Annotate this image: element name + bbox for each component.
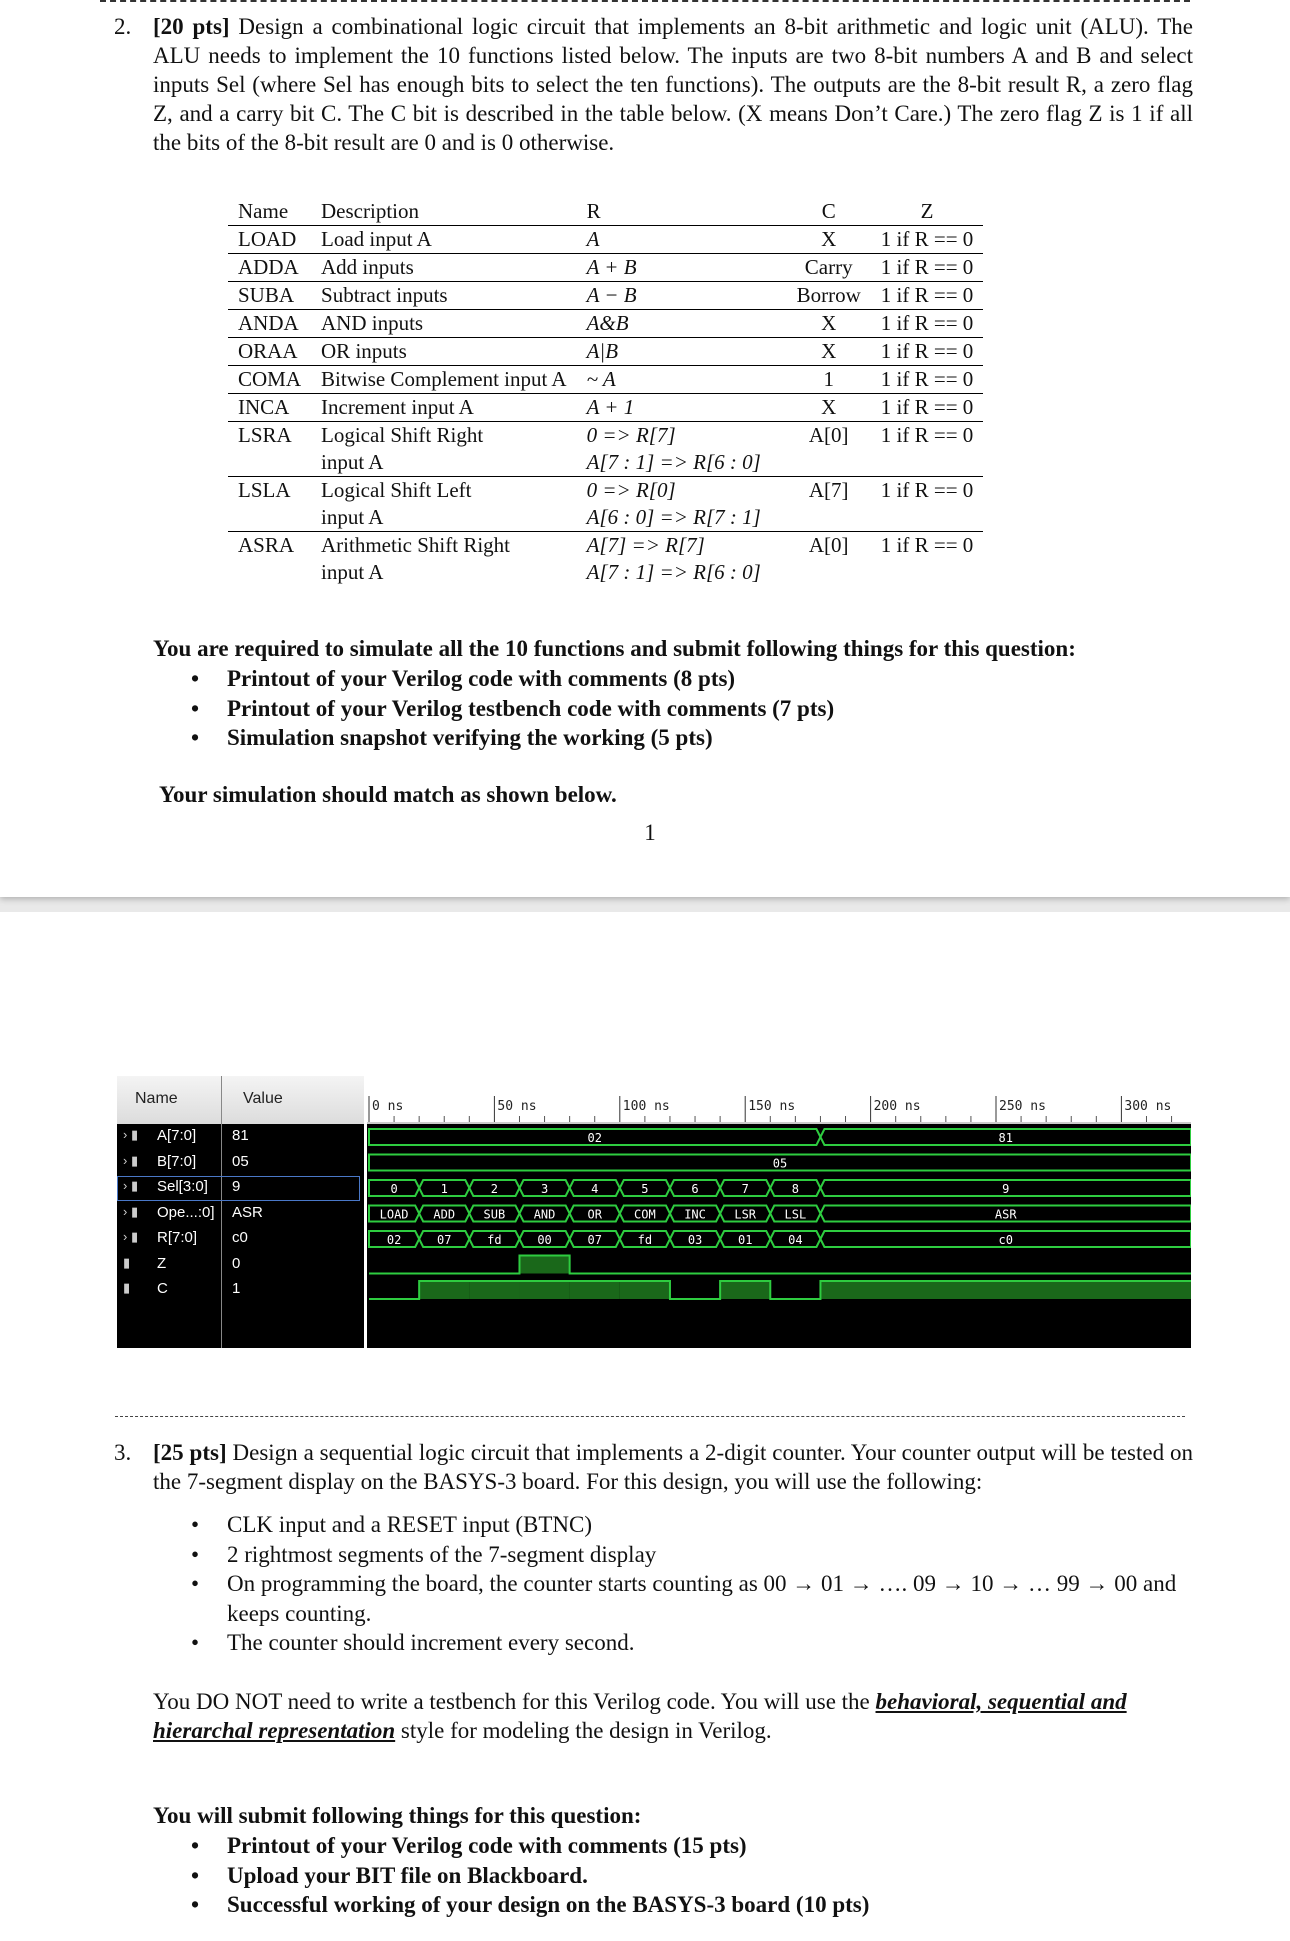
cell-name: SUBA: [238, 283, 295, 307]
cell-description-line: input A: [321, 505, 384, 529]
selected-row-highlight: [117, 1176, 360, 1201]
cell-r-line: 0 => R[0]: [586, 478, 676, 502]
cell-r-line: 0 => R[7]: [586, 423, 676, 447]
list-item: • The counter should increment every second.: [191, 1630, 635, 1655]
cell-name: LSLA: [238, 478, 291, 502]
time-label: 300 ns: [1124, 1099, 1172, 1114]
cell-description-line: Logical Shift Right: [321, 423, 484, 447]
cell-description: [311, 310, 577, 338]
cell-c: Borrow: [796, 283, 861, 307]
table-row: [228, 422, 983, 477]
time-label: 50 ns: [497, 1099, 537, 1114]
cell-description: [311, 422, 577, 477]
cell-r: [577, 532, 787, 587]
cell-description-line: OR inputs: [321, 339, 407, 363]
signal-name[interactable]: A[7:0]: [157, 1127, 197, 1144]
cell-z: 1 if R == 0: [880, 395, 974, 419]
signal-value: 9: [232, 1178, 241, 1195]
bus-op-label: AND: [533, 1207, 556, 1222]
cell-r: [577, 394, 787, 422]
bus-op-label: LOAD: [379, 1207, 409, 1222]
cell-name: INCA: [238, 395, 290, 419]
cell-r: [577, 366, 787, 394]
cell-description: [311, 226, 577, 254]
bit-c-high-fill: [570, 1281, 620, 1299]
cell-name: ADDA: [238, 255, 299, 279]
bus-r-label: 02: [386, 1233, 402, 1247]
bus-sel-label: 3: [540, 1182, 549, 1196]
table-row: [228, 394, 983, 422]
signal-value: 81: [232, 1127, 249, 1144]
cell-r: [577, 254, 787, 282]
bus-op-label: INC: [684, 1207, 706, 1222]
cell-r-line: ~ A: [586, 367, 616, 391]
bit-c-high-fill: [469, 1281, 519, 1299]
bus-op-label: LSR: [734, 1207, 757, 1222]
cell-r-line: A[7 : 1] => R[6 : 0]: [586, 560, 761, 584]
bus-sel-label: 6: [691, 1182, 699, 1196]
signal-name[interactable]: C: [157, 1280, 168, 1297]
cell-description-line: AND inputs: [321, 311, 424, 335]
note-emphasis: behavioral, sequential and hierarchal representation: [153, 1689, 1127, 1743]
top-divider: [100, 0, 1190, 2]
cell-name: COMA: [238, 367, 302, 391]
cell-c: X: [821, 395, 837, 419]
signal-icon: › ▮: [123, 1203, 139, 1219]
bus-r-label: 03: [687, 1233, 703, 1247]
cell-description: [311, 338, 577, 366]
cell-name: LSRA: [238, 423, 292, 447]
signal-name[interactable]: Z: [157, 1254, 167, 1272]
signal-icon: ▮: [123, 1280, 131, 1295]
signal-name[interactable]: Ope...:0]: [157, 1203, 215, 1221]
time-label: 100 ns: [622, 1099, 670, 1114]
list-item: • Upload your BIT file on Blackboard.: [191, 1862, 588, 1888]
list-item: • CLK input and a RESET input (BTNC): [191, 1512, 593, 1537]
bus-op-label: ADD: [433, 1207, 456, 1222]
signal-value: 0: [232, 1254, 241, 1272]
cell-r-line: A&B: [586, 311, 629, 335]
question-2-number: 2.: [114, 14, 132, 39]
section-divider: [115, 1416, 1185, 1417]
cell-c: A[7]: [808, 478, 849, 502]
cell-z: 1 if R == 0: [880, 339, 974, 363]
cell-r: [577, 282, 787, 310]
bit-c-high-fill: [419, 1281, 469, 1299]
cell-c: X: [821, 311, 837, 335]
time-label: 150 ns: [748, 1099, 796, 1114]
cell-description-line: Subtract inputs: [321, 283, 448, 307]
page-2: [0, 912, 1290, 1941]
bus-op-label: OR: [587, 1207, 602, 1222]
bus-a-label: 81: [998, 1131, 1013, 1145]
cell-r: [577, 310, 787, 338]
cell-description-line: Add inputs: [321, 255, 414, 279]
list-item: • 2 rightmost segments of the 7-segment display: [191, 1541, 657, 1567]
cell-r-line: A[6 : 0] => R[7 : 1]: [586, 505, 761, 529]
table-row: [228, 366, 983, 394]
cell-description-line: Load input A: [321, 227, 432, 251]
cell-z: 1 if R == 0: [880, 283, 974, 307]
name-column-header: Name: [135, 1090, 178, 1107]
bus-sel-label: 7: [741, 1182, 749, 1196]
cell-description-line: Logical Shift Left: [321, 478, 472, 502]
signal-name[interactable]: R[7:0]: [157, 1229, 198, 1246]
q2-required-text: You are required to simulate all the 10 functions and submit following things for this question:: [153, 636, 1076, 661]
list-item: • Simulation snapshot verifying the working (5 pts): [191, 725, 713, 750]
bus-sel-label: 0: [390, 1182, 398, 1196]
question-2-points: [20 pts]: [153, 14, 230, 39]
signal-name[interactable]: Sel[3:0]: [157, 1178, 208, 1195]
col-z: Z: [871, 196, 984, 226]
time-label: 0 ns: [372, 1099, 404, 1114]
cell-c: 1: [823, 367, 834, 391]
cell-r: [577, 422, 787, 477]
bus-r-label: fd: [637, 1233, 653, 1247]
page-1: [0, 0, 1290, 897]
cell-name: ORAA: [238, 339, 298, 363]
cell-z: 1 if R == 0: [880, 478, 974, 502]
cell-name: ANDA: [238, 311, 299, 335]
waveform-viewer: [117, 1076, 1191, 1348]
table-body: [228, 226, 983, 587]
question-2-intro: Design a combinational logic circuit that implements an 8-bit arithmetic and logic unit (ALU). The ALU needs to implement the 10 functions listed below. The inputs are two 8-bit numbers A and B and select inputs Sel (where Sel has enough bits to select the ten functions). The outputs are the 8-bit result R, a zero flag Z, and a carry bit C. The C bit is described in the table below. (X means Don’t Care.) The zero flag Z is 1 if all the bits of the 8-bit result are 0 and is 0 otherwise.: [153, 14, 1193, 155]
bus-sel-label: 9: [1002, 1182, 1010, 1196]
bus-r-label: fd: [487, 1233, 502, 1247]
bus-r-label: 01: [737, 1233, 753, 1247]
cell-c: X: [821, 339, 837, 363]
cell-r-line: A + B: [586, 255, 637, 279]
bit-c-high-fill: [519, 1281, 569, 1299]
cell-c: A[0]: [808, 533, 849, 557]
col-description: Description: [311, 196, 577, 226]
bus-r-label: 07: [587, 1233, 602, 1247]
signal-icon: › ▮: [123, 1127, 139, 1142]
cell-z: 1 if R == 0: [880, 255, 974, 279]
cell-description: [311, 477, 577, 532]
cell-z: 1 if R == 0: [880, 367, 974, 391]
bit-c-high-fill: [620, 1281, 670, 1299]
question-3-intro: Design a sequential logic circuit that implements a 2-digit counter. Your counter output will be tested on the 7-segment display on the BASYS-3 board. For this design, you will use the following:: [153, 1440, 1193, 1494]
cell-description: [311, 254, 577, 282]
bus-b-label: 05: [772, 1156, 788, 1171]
cell-c: A[0]: [808, 423, 849, 447]
cell-r-line: A[7] => R[7]: [586, 533, 705, 557]
cell-z: 1 if R == 0: [880, 311, 974, 335]
cell-name: LOAD: [238, 227, 297, 251]
cell-r-line: A[7 : 1] => R[6 : 0]: [586, 450, 761, 474]
value-column-header: Value: [243, 1090, 283, 1107]
cell-z: 1 if R == 0: [880, 533, 974, 557]
note-part-1: You DO NOT need to write a testbench for this Verilog code. You will use the: [153, 1689, 876, 1714]
bus-sel-label: 2: [490, 1182, 499, 1196]
table-row: [228, 226, 983, 254]
table-row: [228, 254, 983, 282]
q3-submit-list: [153, 1831, 869, 1920]
q2-match-text: Your simulation should match as shown below.: [159, 782, 617, 807]
cell-description-line: Arithmetic Shift Right: [321, 533, 511, 557]
cell-r: [577, 477, 787, 532]
signal-icon: › ▮: [123, 1178, 139, 1193]
bus-r-label: 00: [537, 1233, 552, 1247]
note-part-3: style for modeling the design in Verilog.: [395, 1718, 772, 1743]
cell-description-line: Bitwise Complement input A: [321, 367, 567, 391]
bus-op-label: COM: [634, 1207, 656, 1222]
signal-value: 05: [232, 1152, 249, 1170]
cell-r-line: A: [586, 227, 600, 251]
page-number: 1: [644, 820, 656, 845]
bus-a-label: 02: [587, 1131, 602, 1145]
signal-value: 1: [232, 1280, 241, 1297]
cell-description-line: input A: [321, 560, 384, 584]
time-label: 200 ns: [873, 1099, 921, 1114]
cell-r-line: A + 1: [586, 395, 635, 419]
bus-sel-label: 4: [591, 1182, 599, 1196]
bus-sel-label: 8: [791, 1182, 799, 1196]
cell-name: ASRA: [238, 533, 295, 557]
bit-c-high-fill: [820, 1281, 1191, 1299]
bit-z-high-fill: [519, 1256, 569, 1274]
signal-name[interactable]: B[7:0]: [157, 1152, 197, 1170]
col-r: R: [577, 196, 787, 226]
bus-op-label: LSL: [784, 1207, 807, 1222]
table-row: [228, 532, 983, 587]
bus-sel-label: 5: [641, 1182, 649, 1196]
q3-note: [153, 1687, 1193, 1745]
q2-bullet-list: [153, 664, 834, 753]
question-3-number: 3.: [114, 1440, 132, 1465]
cell-c: Carry: [804, 255, 853, 279]
col-name: Name: [228, 196, 311, 226]
list-item: • On programming the board, the counter starts counting as 00 → 01 → …. 09 → 10 → … 99 → 00 and keeps counting.: [191, 1571, 1177, 1626]
bus-r-label: c0: [998, 1233, 1013, 1247]
q3-submit-text: You will submit following things for this question:: [153, 1803, 642, 1828]
question-3-points: [25 pts]: [153, 1440, 227, 1465]
time-label: 250 ns: [999, 1099, 1046, 1114]
bus-op-label: ASR: [994, 1207, 1017, 1222]
table-row: [228, 310, 983, 338]
table-row: [228, 282, 983, 310]
waveform-plot: [367, 1076, 1191, 1348]
cell-r: [577, 226, 787, 254]
bus-r-label: 04: [788, 1233, 803, 1247]
signal-value: c0: [232, 1229, 248, 1246]
bus-sel-label: 1: [440, 1182, 448, 1196]
signal-icon: ▮: [123, 1254, 131, 1270]
cell-description-line: input A: [321, 450, 384, 474]
list-item: • Printout of your Verilog code with comments (8 pts): [191, 666, 736, 691]
question-2-text: [153, 12, 1193, 157]
bus-op-label: SUB: [483, 1207, 506, 1222]
list-item: • Printout of your Verilog code with comments (15 pts): [191, 1833, 747, 1858]
list-item: • Printout of your Verilog testbench code with comments (7 pts): [191, 695, 835, 721]
table-row: [228, 338, 983, 366]
cell-z: 1 if R == 0: [880, 227, 974, 251]
alu-function-table: [228, 196, 983, 586]
bus-r-label: 07: [437, 1233, 452, 1247]
bit-c-high-fill: [720, 1281, 770, 1299]
q3-bullet-list: [153, 1510, 1198, 1658]
cell-description: [311, 282, 577, 310]
cell-description: [311, 532, 577, 587]
col-c: C: [787, 196, 871, 226]
question-3-text: [153, 1438, 1193, 1496]
signal-icon: › ▮: [123, 1152, 139, 1168]
list-item: • Successful working of your design on the BASYS-3 board (10 pts): [191, 1892, 870, 1917]
cell-c: X: [821, 227, 837, 251]
cell-r: [577, 338, 787, 366]
signal-icon: › ▮: [123, 1229, 139, 1244]
cell-z: 1 if R == 0: [880, 423, 974, 447]
signal-value: ASR: [232, 1203, 263, 1221]
cell-r-line: A − B: [586, 283, 637, 307]
cell-description: [311, 366, 577, 394]
table-row: [228, 477, 983, 532]
cell-description-line: Increment input A: [321, 395, 474, 419]
cell-description: [311, 394, 577, 422]
cell-r-line: A|B: [586, 339, 619, 363]
table-header-row: [228, 196, 983, 226]
